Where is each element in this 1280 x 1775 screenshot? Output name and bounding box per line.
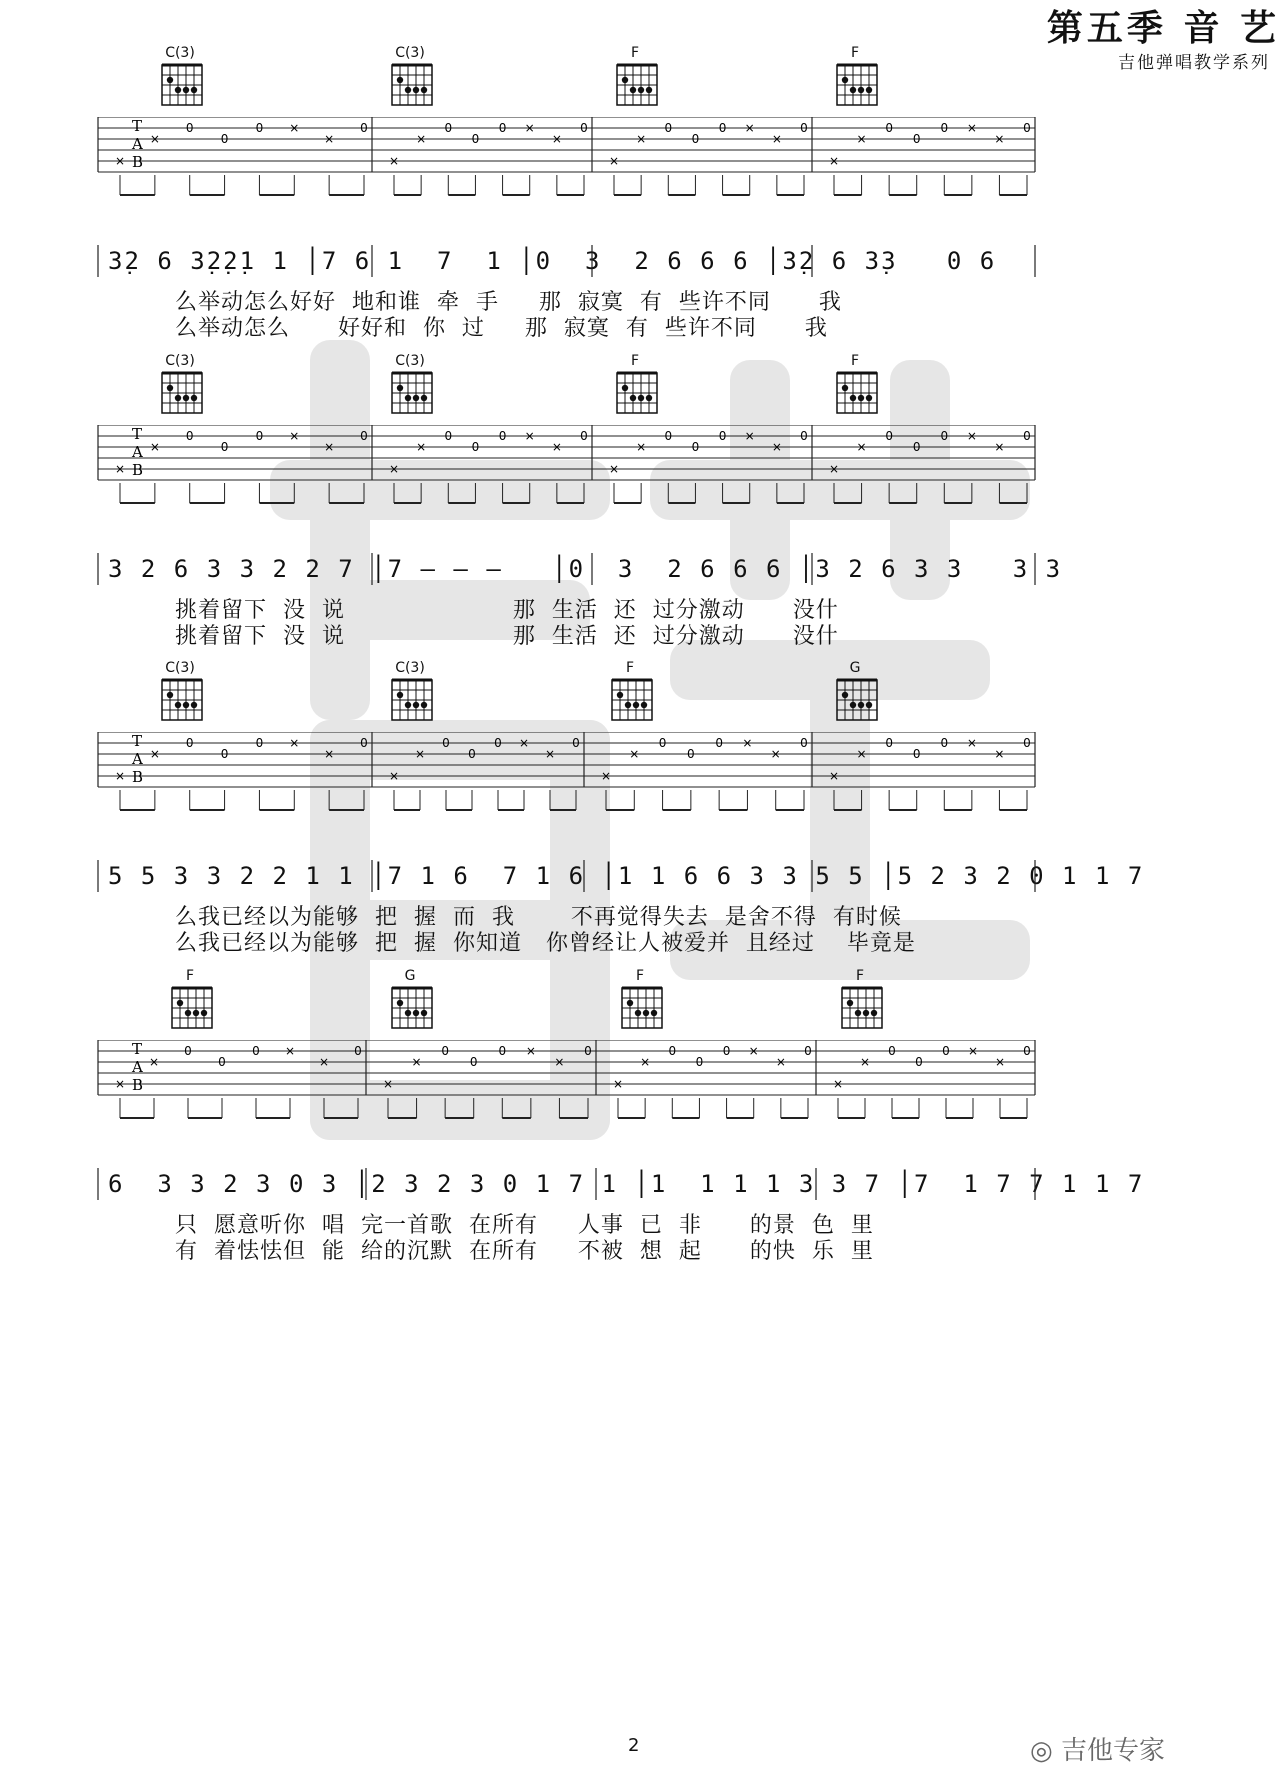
finger-dot (617, 692, 623, 698)
tab-note: × (544, 747, 556, 761)
tab-clef-letter: B (132, 1076, 144, 1094)
finger-dot (850, 702, 856, 708)
tab-note: 0 (800, 121, 808, 135)
finger-dot (643, 1010, 649, 1016)
finger-dot (847, 1000, 853, 1006)
tab-note: 0 (718, 429, 727, 443)
tab-note: × (149, 747, 160, 761)
tab-note: × (114, 1077, 126, 1091)
tab-note: × (994, 747, 1005, 761)
tab-note: × (289, 121, 300, 135)
tab-note: 0 (940, 121, 949, 135)
finger-dot (167, 692, 173, 698)
chord-grid (380, 986, 440, 1036)
chord-grid (825, 63, 885, 113)
finger-dot (421, 1010, 427, 1016)
tab-clef-letter: A (132, 443, 143, 461)
finger-dot (191, 395, 197, 401)
finger-dot (858, 395, 864, 401)
chord-grid (825, 371, 885, 421)
finger-dot (866, 87, 872, 93)
tab-note: 0 (498, 429, 507, 443)
tab-note: × (388, 462, 400, 476)
tab-note: 0 (885, 736, 893, 750)
tab-note: × (416, 132, 427, 146)
notation-bars (0, 860, 1280, 900)
chord-grid (150, 63, 210, 113)
tab-note: 0 (695, 1055, 704, 1069)
finger-dot (167, 77, 173, 83)
tab-note: 0 (668, 1044, 677, 1058)
tab-note: 0 (687, 747, 695, 761)
tab-note: × (551, 132, 562, 146)
tab-note: × (608, 154, 620, 168)
finger-dot (625, 702, 631, 708)
tab-note: 0 (494, 736, 502, 750)
tab-note: 0 (185, 736, 194, 750)
finger-dot (397, 385, 403, 391)
tab-note: × (748, 1044, 759, 1058)
tab-note: 0 (185, 429, 194, 443)
tab-note: 0 (360, 429, 368, 443)
tab-note: 0 (471, 440, 480, 454)
tab-note: 0 (255, 736, 264, 750)
tab-staff (0, 117, 1280, 207)
finger-dot (183, 87, 189, 93)
chord-name: F (630, 353, 640, 369)
tab-note: 0 (1023, 429, 1031, 443)
tab-note: 0 (218, 1055, 226, 1069)
tab-note: 0 (664, 121, 673, 135)
finger-dot (175, 395, 181, 401)
tab-note: × (289, 429, 300, 443)
finger-dot (191, 702, 197, 708)
finger-dot (858, 702, 864, 708)
tab-clef-letter: A (132, 1058, 143, 1076)
lyric-line: 么我已经以为能够 把 握 而 我 不再觉得失去 是舍不得 有时候 (175, 905, 902, 930)
tab-note: × (828, 769, 840, 783)
tab-note: × (284, 1044, 296, 1058)
tab-note: × (524, 121, 535, 135)
footer-brand (1030, 1730, 1165, 1767)
finger-dot (421, 395, 427, 401)
chord-name: C(3) (395, 45, 425, 61)
tab-note: 0 (912, 132, 921, 146)
tab-staff (0, 1040, 1280, 1130)
tab-note: × (289, 736, 300, 750)
lyric-line: 么我已经以为能够 把 握 你知道 你曾经让人被爱并 且经过 毕竟是 (175, 931, 916, 956)
finger-dot (622, 385, 628, 391)
finger-dot (866, 702, 872, 708)
tab-note: × (966, 121, 977, 135)
tab-note: 0 (498, 121, 507, 135)
notation-bars (0, 1168, 1280, 1208)
jianpu-text: 5 5 3 3 2 2 1 1 │7 1 6 7 1 6 │1 1 6 6 3 3 5 5 │5 2 3 2 0 1 1 7 (108, 862, 1145, 890)
tab-note: 0 (658, 736, 667, 750)
finger-dot (185, 1010, 191, 1016)
tab-note: 0 (255, 429, 264, 443)
tab-note: 0 (584, 1044, 592, 1058)
finger-dot (627, 1000, 633, 1006)
jianpu-text: 3 2 6 3 3 2 2 7 │7 – – – │0 3 2 6 6 6 │3 2 6 3 3 3 3 (108, 555, 1063, 583)
tab-note: 0 (940, 736, 949, 750)
finger-dot (193, 1010, 199, 1016)
wechat-icon: ◎ (1030, 1736, 1053, 1766)
tab-note: × (524, 429, 535, 443)
tab-note: × (640, 1055, 651, 1069)
tab-note: × (994, 440, 1005, 454)
finger-dot (421, 702, 427, 708)
finger-dot (397, 1000, 403, 1006)
tab-note: 0 (442, 736, 450, 750)
tab-note: 0 (912, 747, 921, 761)
chord-name: F (850, 353, 860, 369)
finger-dot (850, 87, 856, 93)
tab-note: 0 (888, 1044, 896, 1058)
finger-dot (842, 385, 848, 391)
tab-note: × (966, 736, 977, 750)
finger-dot (842, 77, 848, 83)
tab-note: × (114, 462, 126, 476)
tab-note: × (612, 1077, 624, 1091)
tab-clef-letter: B (132, 153, 144, 171)
finger-dot (175, 87, 181, 93)
tab-staff (0, 732, 1280, 822)
tab-note: × (411, 1055, 422, 1069)
finger-dot (635, 1010, 641, 1016)
finger-dot (630, 395, 636, 401)
tab-note: × (636, 132, 647, 146)
tab-note: × (744, 121, 755, 135)
tab-note: × (414, 747, 426, 761)
tab-note: 0 (360, 736, 368, 750)
chord-grid (380, 371, 440, 421)
tab-note: × (828, 462, 840, 476)
chord-name: G (404, 968, 416, 984)
finger-dot (646, 87, 652, 93)
tab-note: 0 (354, 1044, 362, 1058)
tab-note: × (775, 1055, 786, 1069)
tab-clef-letter: T (132, 732, 143, 750)
tab-note: 0 (441, 1044, 449, 1058)
chord-name: C(3) (165, 660, 195, 676)
tab-note: × (324, 440, 335, 454)
finger-dot (191, 87, 197, 93)
chord-grid (825, 678, 885, 728)
tab-note: 0 (718, 121, 727, 135)
tab-note: 0 (469, 1055, 478, 1069)
page-title: 第五季 音 艺 (1046, 7, 1280, 49)
finger-dot (177, 1000, 183, 1006)
tab-note: × (629, 747, 640, 761)
tab-note: 0 (255, 121, 264, 135)
tab-note: 0 (1023, 736, 1031, 750)
tab-note: × (966, 429, 977, 443)
tab-note: × (859, 1055, 871, 1069)
tab-note: 0 (468, 747, 476, 761)
finger-dot (641, 702, 647, 708)
chord-grid (380, 678, 440, 728)
tab-note: × (148, 1055, 160, 1069)
finger-dot (175, 702, 181, 708)
lyric-line: 么举动怎么好好 地和谁 牵 手 那 寂寞 有 些许不同 我 (175, 290, 842, 315)
chord-name: G (849, 660, 861, 676)
tab-note: 0 (1023, 121, 1031, 135)
finger-dot (167, 385, 173, 391)
tab-clef-letter: A (132, 750, 143, 768)
tab-note: 0 (471, 132, 480, 146)
tab-note: 0 (572, 736, 580, 750)
chord-name: C(3) (395, 353, 425, 369)
page-number: 2 (628, 1735, 640, 1756)
tab-note: × (149, 440, 160, 454)
tab-note: × (742, 736, 753, 750)
tab-note: × (770, 747, 781, 761)
tab-note: × (832, 1077, 844, 1091)
tab-note: × (149, 132, 160, 146)
chord-name: C(3) (165, 353, 195, 369)
tab-note: 0 (220, 132, 229, 146)
tab-clef-letter: T (132, 1040, 143, 1058)
tab-note: × (856, 440, 867, 454)
tab-note: 0 (800, 736, 808, 750)
tab-note: × (388, 154, 400, 168)
finger-dot (622, 77, 628, 83)
tab-note: × (318, 1055, 330, 1069)
tab-note: × (771, 132, 782, 146)
tab-note: 0 (915, 1055, 923, 1069)
tab-note: 0 (185, 121, 194, 135)
tab-note: 0 (444, 429, 453, 443)
finger-dot (633, 702, 639, 708)
chord-grid (610, 986, 670, 1036)
finger-dot (855, 1010, 861, 1016)
tab-clef-letter: B (132, 768, 144, 786)
tab-note: × (608, 462, 620, 476)
tab-note: × (828, 154, 840, 168)
finger-dot (421, 87, 427, 93)
tab-note: 0 (885, 429, 893, 443)
tab-note: × (994, 132, 1005, 146)
tab-note: 0 (252, 1044, 260, 1058)
tab-note: 0 (220, 747, 229, 761)
tab-note: 0 (1023, 1044, 1031, 1058)
finger-dot (638, 395, 644, 401)
tab-note: 0 (360, 121, 368, 135)
finger-dot (850, 395, 856, 401)
tab-note: 0 (184, 1044, 192, 1058)
finger-dot (405, 87, 411, 93)
tab-note: 0 (691, 132, 700, 146)
tab-note: × (771, 440, 782, 454)
finger-dot (866, 395, 872, 401)
tab-note: 0 (580, 429, 588, 443)
chord-name: C(3) (395, 660, 425, 676)
page-subtitle: 吉他弹唱教学系列 (1118, 53, 1270, 73)
tab-note: × (636, 440, 647, 454)
finger-dot (863, 1010, 869, 1016)
finger-dot (630, 87, 636, 93)
tab-note: 0 (800, 429, 808, 443)
finger-dot (397, 77, 403, 83)
chord-name: F (850, 45, 860, 61)
finger-dot (413, 395, 419, 401)
tab-note: × (744, 429, 755, 443)
finger-dot (201, 1010, 207, 1016)
tab-note: 0 (580, 121, 588, 135)
tab-note: × (967, 1044, 979, 1058)
tab-note: × (388, 769, 400, 783)
tab-note: 0 (715, 736, 723, 750)
chord-name: F (185, 968, 195, 984)
lyric-line: 挑着留下 没 说 那 生活 还 过分激动 没什 (175, 598, 839, 623)
finger-dot (405, 1010, 411, 1016)
tab-clef-letter: B (132, 461, 144, 479)
chord-name: F (630, 45, 640, 61)
tab-note: 0 (722, 1044, 731, 1058)
tab-note: 0 (885, 121, 893, 135)
tab-note: × (324, 747, 335, 761)
tab-note: × (382, 1077, 394, 1091)
tab-note: 0 (691, 440, 700, 454)
tab-clef-letter: T (132, 117, 143, 135)
finger-dot (413, 702, 419, 708)
finger-dot (413, 1010, 419, 1016)
chord-grid (150, 678, 210, 728)
finger-dot (646, 395, 652, 401)
tab-note: × (856, 747, 867, 761)
tab-note: 0 (942, 1044, 950, 1058)
chord-grid (150, 371, 210, 421)
tab-note: × (554, 1055, 565, 1069)
tab-note: 0 (444, 121, 453, 135)
lyric-line: 么举动怎么 好好和 你 过 那 寂寞 有 些许不同 我 (175, 316, 828, 341)
chord-name: F (635, 968, 645, 984)
jianpu-text: 6 3 3 2 3 0 3 │2 3 2 3 0 1 7 1 │1 1 1 1 3 3 7 │7 1 7 7 1 1 7 (108, 1170, 1145, 1198)
tab-note: × (994, 1055, 1006, 1069)
tab-note: × (324, 132, 335, 146)
notation-bars (0, 553, 1280, 593)
tab-note: 0 (498, 1044, 507, 1058)
notation-bars (0, 245, 1280, 285)
chord-grid (605, 371, 665, 421)
chord-grid (160, 986, 220, 1036)
finger-dot (871, 1010, 877, 1016)
lyric-line: 只 愿意听你 唱 完一首歌 在所有 人事 已 非 的景 色 里 (175, 1213, 874, 1238)
tab-note: 0 (664, 429, 673, 443)
tab-clef-letter: T (132, 425, 143, 443)
tab-staff (0, 425, 1280, 515)
chord-grid (605, 63, 665, 113)
tab-note: × (114, 769, 126, 783)
finger-dot (858, 87, 864, 93)
chord-name: F (625, 660, 635, 676)
tab-note: 0 (220, 440, 229, 454)
finger-dot (183, 702, 189, 708)
lyric-line: 挑着留下 没 说 那 生活 还 过分激动 没什 (175, 624, 839, 649)
finger-dot (405, 702, 411, 708)
tab-note: × (416, 440, 427, 454)
finger-dot (183, 395, 189, 401)
finger-dot (413, 87, 419, 93)
chord-name: F (855, 968, 865, 984)
tab-note: 0 (940, 429, 949, 443)
tab-note: × (856, 132, 867, 146)
finger-dot (397, 692, 403, 698)
tab-note: × (114, 154, 126, 168)
chord-grid (830, 986, 890, 1036)
chord-name: C(3) (165, 45, 195, 61)
tab-note: × (518, 736, 530, 750)
tab-note: × (551, 440, 562, 454)
tab-clef-letter: A (132, 135, 143, 153)
chord-grid (380, 63, 440, 113)
lyric-line: 有 着怯怯但 能 给的沉默 在所有 不被 想 起 的快 乐 里 (175, 1239, 874, 1264)
footer-brand-label: 吉他专家 (1060, 1736, 1165, 1766)
tab-note: 0 (912, 440, 921, 454)
finger-dot (405, 395, 411, 401)
finger-dot (842, 692, 848, 698)
tab-note: × (525, 1044, 536, 1058)
jianpu-text: 3̣2 6 3̣2̣2̣1 1 │7 6 1 7 1 │0 3 2 6 6 6 │3̣2 6 3̣3 0 6 (108, 247, 997, 275)
chord-grid (600, 678, 660, 728)
finger-dot (651, 1010, 657, 1016)
tab-note: 0 (804, 1044, 812, 1058)
finger-dot (638, 87, 644, 93)
tab-note: × (600, 769, 612, 783)
